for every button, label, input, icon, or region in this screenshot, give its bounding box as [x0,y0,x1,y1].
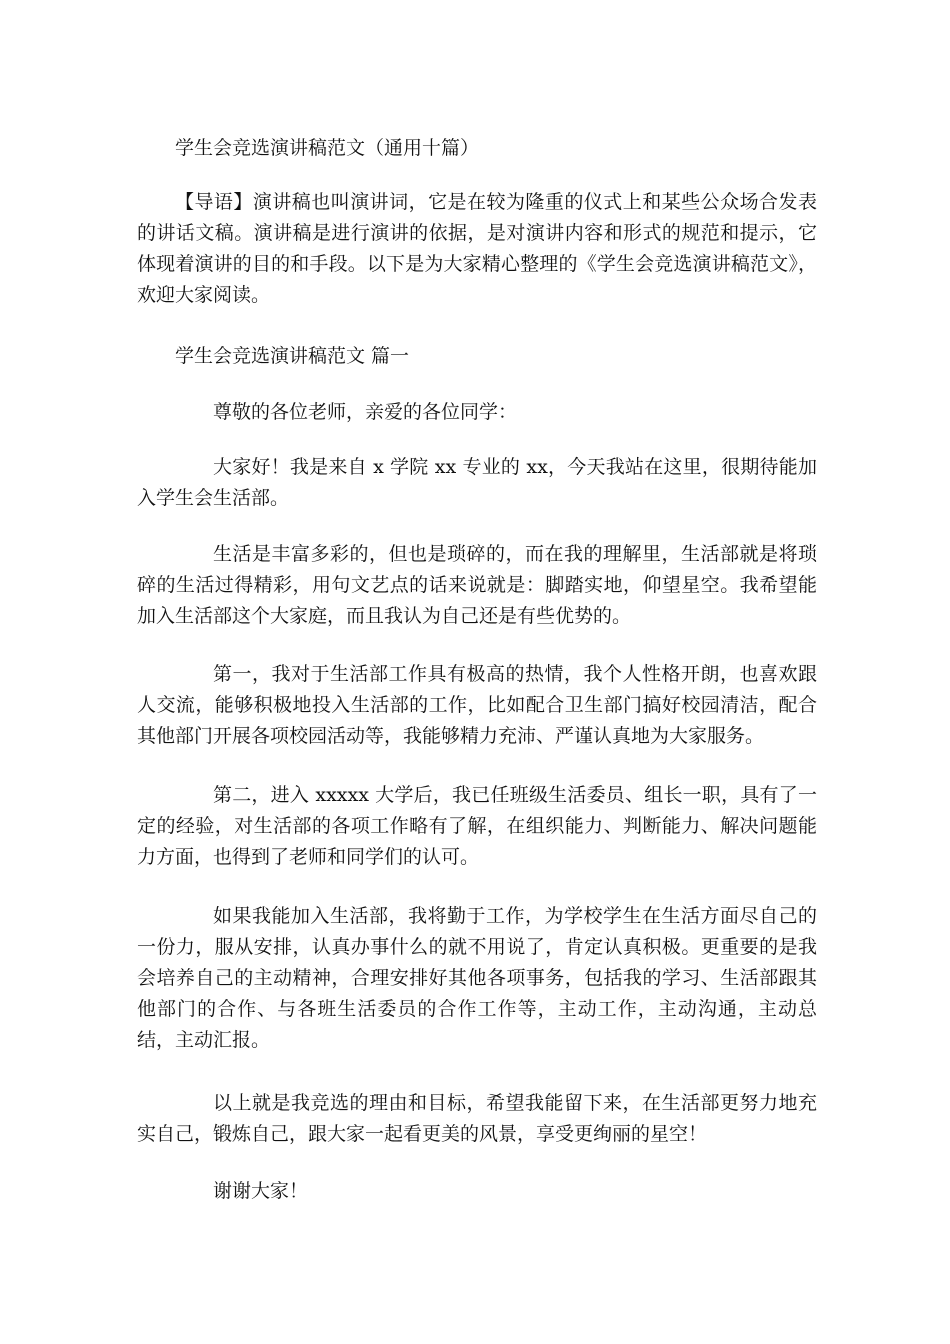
body-paragraph-6: 以上就是我竞选的理由和目标，希望我能留下来，在生活部更努力地充实自己，锻炼自己，跟大家一起看更美的风景，享受更绚丽的星空！ [137,1092,817,1145]
body-paragraph-2: 生活是丰富多彩的，但也是琐碎的，而在我的理解里，生活部就是将琐碎的生活过得精彩，用句文艺点的话来说就是：脚踏实地，仰望星空。我希望能加入生活部这个大家庭，而且我认为自己还是有些优势的。 [137,543,817,627]
body-paragraph-4: 第二，进入 xxxxx 大学后，我已任班级生活委员、组长一职，具有了一定的经验，对生活部的各项工作略有了解，在组织能力、判断能力、解决问题能力方面，也得到了老师和同学们的认可。 [137,784,817,868]
closing-line: 谢谢大家！ [213,1180,309,1202]
body-paragraph-5: 如果我能加入生活部，我将勤于工作，为学校学生在生活方面尽自己的一份力，服从安排，认真办事什么的就不用说了，肯定认真积极。更重要的是我会培养自己的主动精神，合理安排好其他各项事务，包括我的学习、生活部跟其他部门的合作、与各班生活委员的合作工作等，主动工作，主动沟通，主动总结，主动汇报。 [137,905,817,1051]
intro-paragraph: 【导语】演讲稿也叫演讲词，它是在较为隆重的仪式上和某些公众场合发表的讲话文稿。演讲稿是进行演讲的依据，是对演讲内容和形式的规范和提示，它体现着演讲的目的和手段。以下是为大家精心整理的《学生会竞选演讲稿范文》，欢迎大家阅读。 [137,191,817,306]
body-paragraph-3: 第一，我对于生活部工作具有极高的热情，我个人性格开朗，也喜欢跟人交流，能够积极地投入生活部的工作，比如配合卫生部门搞好校园清洁，配合其他部门开展各项校园活动等，我能够精力充沛、严谨认真地为大家服务。 [137,663,817,747]
document-title: 学生会竞选演讲稿范文（通用十篇） [175,137,480,159]
body-paragraph-1: 大家好！我是来自 x 学院 xx 专业的 xx，今天我站在这里，很期待能加入学生会生活部。 [137,456,817,509]
section-heading: 学生会竞选演讲稿范文 篇一 [175,345,410,367]
greeting: 尊敬的各位老师，亲爱的各位同学： [213,401,518,423]
